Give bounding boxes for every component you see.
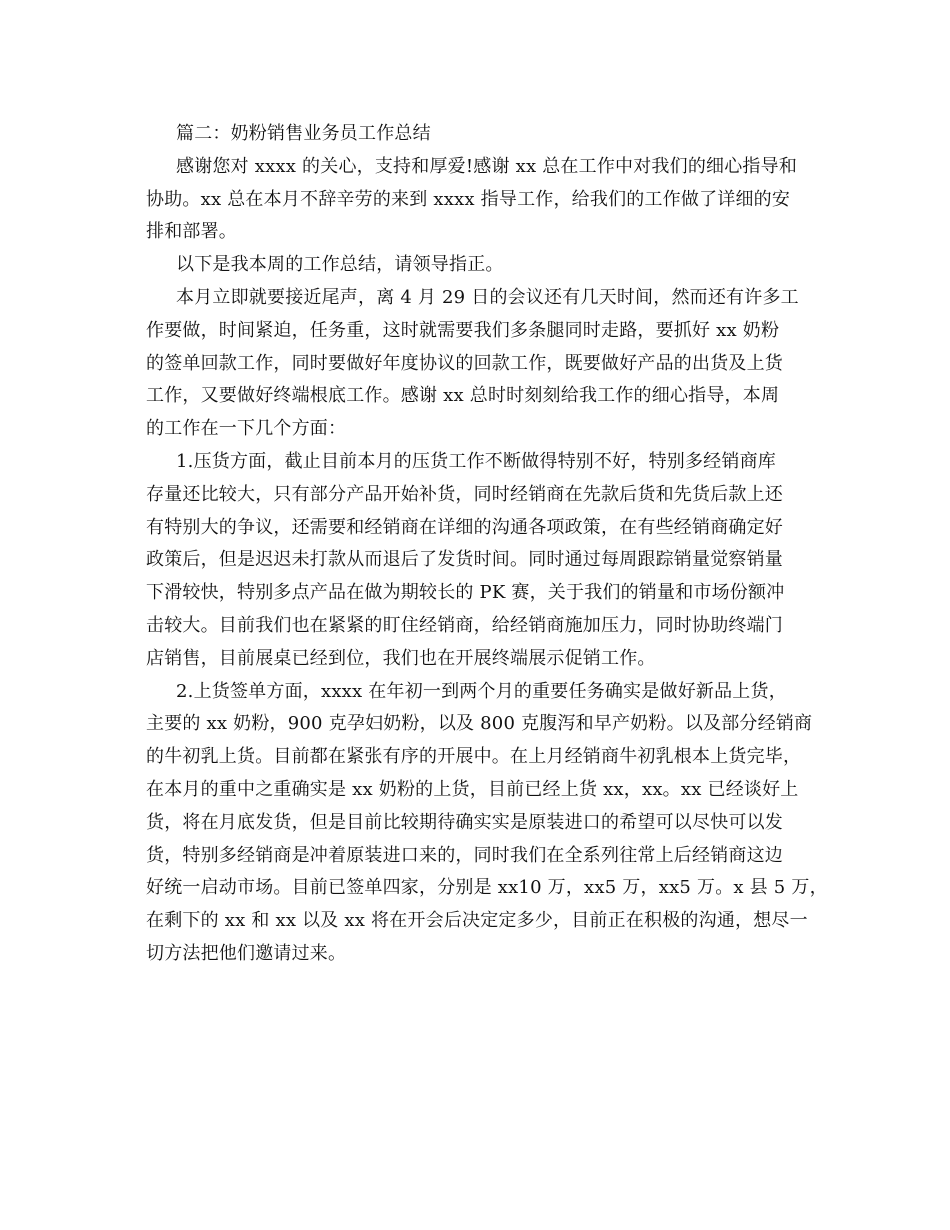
paragraph-3-line-1: 本月立即就要接近尾声，离 4 月 29 日的会议还有几天时间，然而还有许多工 <box>176 286 799 308</box>
paragraph-2-line-1: 以下是我本周的工作总结，请领导指正。 <box>176 254 504 276</box>
paragraph-3-line-5: 的工作在一下几个方面： <box>146 418 347 440</box>
paragraph-3-line-3: 的签单回款工作，同时要做好年度协议的回款工作，既要做好产品的出货及上货 <box>146 352 783 374</box>
paragraph-3-line-2: 作要做，时间紧迫，任务重，这时就需要我们多条腿同时走路，要抓好 xx 奶粉 <box>146 319 780 341</box>
paragraph-3-line-4: 工作，又要做好终端根底工作。感谢 xx 总时时刻刻给我工作的细心指导，本周 <box>146 385 780 407</box>
paragraph-5-line-9: 切方法把他们邀请过来。 <box>146 942 347 964</box>
paragraph-5-line-7: 好统一启动市场。目前已签单四家，分别是 xx10 万，xx5 万，xx5 万。x 县 5 万， <box>146 877 828 899</box>
document-body <box>146 118 828 971</box>
paragraph-4-line-6: 击较大。目前我们也在紧紧的盯住经销商，给经销商施加压力，同时协助终端门 <box>146 614 783 636</box>
paragraph-5-line-6: 货，特别多经销商是冲着原装进口来的，同时我们在全系列往常上后经销商这边 <box>146 844 783 866</box>
paragraph-4-line-2: 存量还比较大，只有部分产品开始补货，同时经销商在先款后货和先货后款上还 <box>146 483 783 505</box>
paragraph-5-line-2: 主要的 xx 奶粉，900 克孕妇奶粉，以及 800 克腹泻和早产奶粉。以及部分经销商 <box>146 713 813 735</box>
paragraph-5-line-3: 的牛初乳上货。目前都在紧张有序的开展中。在上月经销商牛初乳根本上货完毕， <box>146 746 802 768</box>
paragraph-4-line-7: 店销售，目前展桌已经到位，我们也在开展终端展示促销工作。 <box>146 647 656 669</box>
section-title: 篇二：奶粉销售业务员工作总结 <box>176 123 431 144</box>
paragraph-1-line-2: 协助。xx 总在本月不辞辛劳的来到 xxxx 指导工作，给我们的工作做了详细的安 <box>146 188 791 210</box>
paragraph-4-line-1: 1.压货方面，截止目前本月的压货工作不断做得特别不好，特别多经销商库 <box>176 450 776 472</box>
paragraph-5-line-5: 货，将在月底发货，但是目前比较期待确实实是原装进口的希望可以尽快可以发 <box>146 811 783 833</box>
paragraph-4-line-5: 下滑较快，特别多点产品在做为期较长的 PK 赛，关于我们的销量和市场份额冲 <box>146 582 785 604</box>
paragraph-4-line-3: 有特别大的争议，还需要和经销商在详细的沟通各项政策，在有些经销商确定好 <box>146 516 783 538</box>
paragraph-5-line-1: 2.上货签单方面，xxxx 在年初一到两个月的重要任务确实是做好新品上货， <box>176 680 787 702</box>
paragraph-1-line-1: 感谢您对 xxxx 的关心，支持和厚爱!感谢 xx 总在工作中对我们的细心指导和 <box>176 155 798 177</box>
paragraph-1-line-3: 排和部署。 <box>146 221 237 243</box>
paragraph-5-line-4: 在本月的重中之重确实是 xx 奶粉的上货，目前已经上货 xx，xx。xx 已经谈好上 <box>146 778 799 800</box>
paragraph-4-line-4: 政策后，但是迟迟未打款从而退后了发货时间。同时通过每周跟踪销量觉察销量 <box>146 549 783 571</box>
paragraph-5-line-8: 在剩下的 xx 和 xx 以及 xx 将在开会后决定定多少，目前正在积极的沟通，想尽一 <box>146 910 808 932</box>
